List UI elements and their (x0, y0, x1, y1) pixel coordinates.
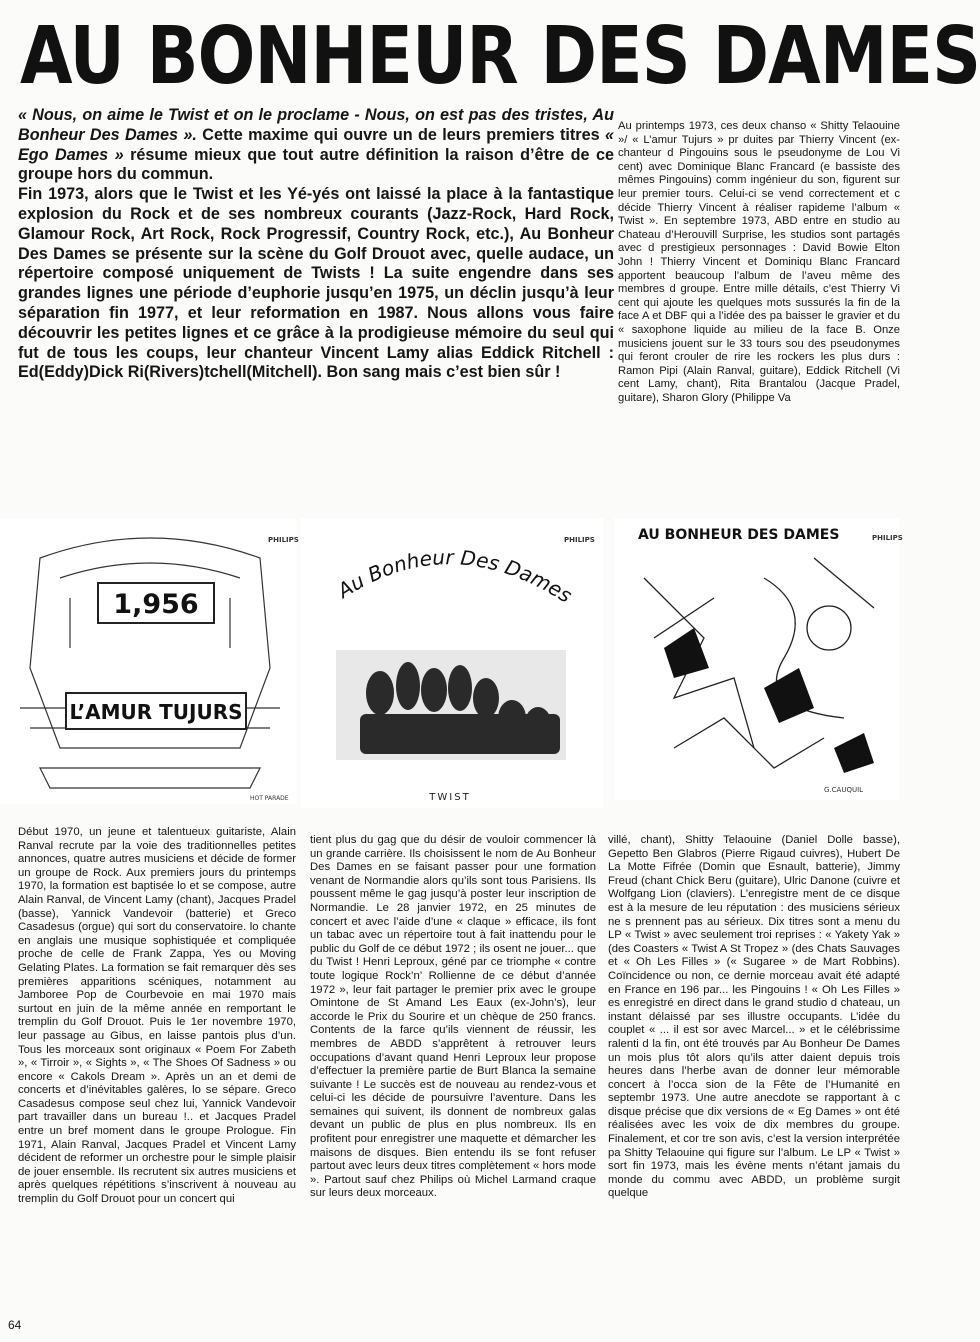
cover1-small-label: HOT PARADE (250, 795, 289, 802)
cover1-title: L’AMUR TUJURS (69, 700, 243, 724)
intro-paragraph-1 (18, 106, 614, 185)
cover-artwork (300, 518, 604, 808)
cover1-brand: PHILIPS (268, 536, 299, 544)
text-column-1 (18, 826, 296, 1316)
text-column-right-top (618, 120, 900, 500)
paragraph: tient plus du gag que du désir de vouloir commencer là un grande carrière. Ils choisissent le nom de Au Bonheur Des Dames en se faisant passer pour une formation venant de Normandie alors qu’ils sont tous Parisiens. Ils poussent même le gag jusqu’à poster leur inscription de Normandie. Le 28 janvier 1972, en 25 minutes de concert et avec l’aide d’une « claque » efficace, ils font un tabac avec un répertoire tout à fait inattendu pour le public du Golf de ce début 1972 ; ils osent ne jouer... que du Twist ! Henri Leproux, géné par ce triomphe « contre toute logique Rock’n’ Rollienne de ce début d’année 1972 », leur fait partager le premier prix avec le groupe Omintone de St Amand Les Eaux (ex-John’s), leur accorde le Prix du Sourire et un chèque de 250 francs. Contents de la farce qu’ils viennent de réussir, les membres de ABDD s’apprêtent à retrouver leurs occupations d’avant quand Henri Leproux leur propose d’effectuer la première partie de Burt Blanca la semaine suivante ! Le succès est de nouveau au rendez-vous et celui-ci les décide de poursuivre l’aventure. Dans les semaines qui suivent, ils donnent de nombreux galas devant un public de plus en plus nombreux. Ils en profitent pour enregistrer une maquette et démarcher les maisons de disques. Bien entendu ils se font refuser partout avec leurs deux titres complètement « hors mode ». Partout sauf chez Philips où Michel Larmand craque sur leurs deux morceaux. (310, 834, 596, 1200)
cover2-brand: PHILIPS (564, 536, 595, 544)
text-column-2 (310, 834, 596, 1316)
article-headline: AU BONHEUR DES DAMES (20, 10, 980, 102)
cover-artwork (614, 518, 903, 800)
cover2-subtitle: TWIST (429, 792, 471, 803)
paragraph: Au printemps 1973, ces deux chanso « Shitty Telaouine »/ « L’amur Tujurs » pr duites par Thierry Vincent (ex-chanteur d Pingouins sous le pseudonyme de Lou Vi cent) avec Dominique Blanc Francard (e bassiste des mêmes Pingouins) comm ingénieur du son, figurent sur leur premier tours. Celui-ci se vend correctement et c décide Thierry Vincent à réaliser rapideme l’album « Twist ». En septembre 1973, ABD entre en studio au Chateau d’Herouvill Surprise, les studios sont partagés avec d prestigieux personnages : David Bowie Elton John ! Thierry Vincent et Dominiqu Blanc Francard apportent beaucoup l’album de l’aveu même des membres d groupe. Entre mille détails, c’est Thierry Vi cent qui ajoute les quelques mots sussurés la fin de la face A et DBF qui a l’idée des pa baisser le gravier et du « saxophone liquide au milieu de la face B. Onze musiciens jouent sur le 33 tours sou des pseudonymes qui feront crouler de rire les rockers les plus durs : Ramon Pipi (Alain Ranval, guitare), Eddick Ritchell (Vi cent Lamy, chant), Rita Brantalou (Jacque Pradel, guitare), Sharon Glory (Philippe Va (618, 120, 900, 404)
cover1-counter: 1,956 (113, 589, 199, 620)
cover-artwork (0, 518, 299, 804)
album-cover-au-bonheur-des-dames (614, 518, 903, 800)
page-number: 64 (8, 1318, 22, 1332)
intro-song-title: « Ego Dames » (18, 125, 614, 164)
text-column-3 (608, 834, 900, 1324)
article-intro (18, 106, 614, 498)
paragraph: Début 1970, un jeune et talentueux guitariste, Alain Ranval recrute par la voie des traditionnelles petites annonces, quatre autres musiciens et décide de former un groupe de Rock. Aux premiers jours du printemps 1970, la formation est baptisée lo et se compose, autre Alain Ranval, de Vincent Lamy (chant), Jacques Pradel (basse), Yannick Vandevoir (batterie) et Greco Casadesus (orgue) qui sort du conservatoire. lo chante en anglais une musique sophistiquée et compliquée proche de celle de Frank Zappa, Yes ou Moving Gelating Plates. La formation se fait remarquer dès ses premières apparitions scéniques, notamment au Jamboree Pop de Courbevoie en mai 1970 mais surtout en juin de la même année en remportant le tremplin du Golf Drouot. Puis le 1er novembre 1970, leur passage au Gibus, en laisse pantois plus d’un. Tous les morceaux sont originaux « Poem For Zabeth », « Tirroir », « Sights », « The Shoes Of Sadness » ou encore « Cakols Dream ». Après un an et demi de concerts et d’inévitables galères, lo se sépare. Greco Casadesus compose seul chez lui, Yannick Vandevoir part travailler dans un bureau !.. et Jacques Pradel entre un bref moment dans le groupe Prologue. Fin 1971, Alain Ranval, Jacques Pradel et Vincent Lamy décident de reformer un orchestre pour le simple plaisir de jouer ensemble. Ils recrutent six autres musiciens et après quelques répétitions s’inscrivent à nouveau au tremplin du Golf Drouot pour un concert qui (18, 826, 296, 1206)
paragraph: villé, chant), Shitty Telaouine (Daniel Dolle basse), Gepetto Ben Glabros (Pierre Rigaud cuivres), Hubert De La Motte Fifrée (Domin que Esnault, batterie), Jimmy Freud (chant Chick Beru (guitare), Ulric Danone (cuivre et Wolfgang Lion (claviers). L’enregistre ment de ce disque est à la mesure de leu réputation : des musiciens sérieux ne s prennent pas au sérieux. Dix titres sont a menu du LP « Twist » avec seulement troi reprises : « Yakety Yak » (des Coasters « Twist A St Tropez » (des Chats Sauvages et « Oh Les Filles » (« Sugaree » de Mart Robbins). Coïncidence ou non, ce dernie morceau avait été adapté en France en 196 par... les Pingouins ! « Oh Les Filles » es enregistré en direct dans le grand studio d chateau, un instant délaissé par ses illustre occupants. L’idée du couplet « ... il est sor avec Marcel... » et le célébrissime ralenti d la fin, ont été trouvés par Au Bonheur De Dames un mois plus tôt alors qu’ils atter daient depuis trois heures dans l’herbe avan de donner leur mémorable concert à l’occa sion de la Fête de l’Humanité en septembr 1973. Une autre anecdote se rapportant à c disque précise que dix versions de « Eg Dames » ont été réalisées avec les voix de dix membres du groupe. Finalement, et cor tre son avis, c’est la version interprétée pa Shitty Telaouine qui figure sur l’album. Le LP « Twist » sort fin 1973, mais les évène ments n’étant jamais du monde du commu avec ABDD, un problème surgit quelque (608, 834, 900, 1200)
intro-text: résume mieux que tout autre définition la raison d’être de ce groupe hors du commun. (18, 145, 614, 184)
cover2-title: Au Bonheur Des Dames (333, 545, 577, 608)
intro-text: Cette maxime qui ouvre un de leurs premiers titres (196, 125, 605, 144)
cover3-brand: PHILIPS (872, 534, 903, 542)
cover3-signature: G.CAUQUIL (824, 786, 864, 794)
album-cover-twist (300, 518, 604, 808)
intro-quote: « Nous, on aime le Twist et on le proclame - Nous, on est pas des tristes, Au Bonheur Des Dames ». (18, 106, 614, 144)
album-cover-lamur-tujurs (0, 518, 299, 804)
cover3-title: AU BONHEUR DES DAMES (638, 527, 840, 543)
intro-paragraph-2: Fin 1973, alors que le Twist et les Yé-yés ont laissé la place à la fantastique explosion du Rock et de ses nombreux courants (Jazz-Rock, Hard Rock, Glamour Rock, Art Rock, Rock Progressif, Country Rock, etc.), Au Bonheur Des Dames se présente sur la scène du Golf Drouot avec, quelle audace, un répertoire composé uniquement de Twists ! La suite engendre dans ses grandes lignes une période d’euphorie jusqu’en 1975, un déclin jusqu’à leur séparation fin 1977, et leur reformation en 1987. Nous allons vous faire découvrir les petites lignes et ce grâce à la prodigieuse mémoire du seul qui fut de tous les coups, leur chanteur Vincent Lamy alias Eddick Ritchell : Ed(Eddy)Dick Ri(Rivers)tchell(Mitchell). Bon sang mais c’est bien sûr ! (18, 185, 614, 382)
